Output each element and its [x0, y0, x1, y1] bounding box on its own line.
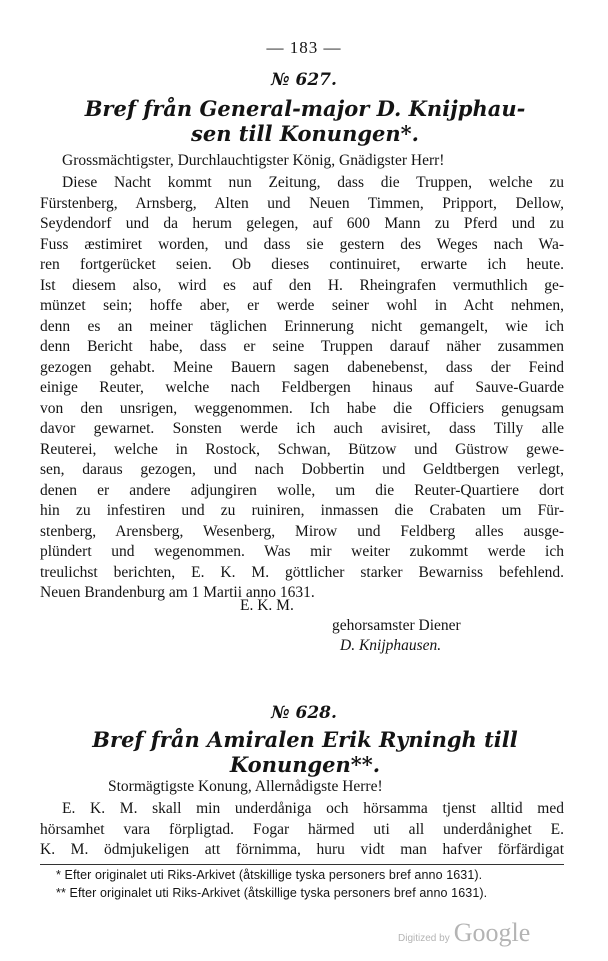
- footnote-1: * Efter originalet uti Riks-Arkivet (åtskillige tyska personers bref anno 1631).: [56, 868, 483, 882]
- text-line: Fuss æstimiret worden, und dass sie gestern des Weges nach Wa-: [40, 235, 564, 253]
- text-line: hörsamhet vara förpligtad. Fogar härmed uti all underdånighet E.: [40, 820, 564, 838]
- text-line: hin zu infestiren und zu ruiniren, inmassen die Crabaten um Für-: [40, 502, 564, 519]
- title-line: sen till Konungen*.: [191, 121, 419, 146]
- text-line: münzet sein; hoffe aber, er werde seiner wohl in Acht nehmen,: [40, 297, 564, 314]
- title-line: Konungen**.: [229, 752, 381, 777]
- letter-number-627: № 627.: [271, 70, 337, 90]
- letter-title-628: [40, 727, 570, 777]
- text-line: Reuterei, welche in Rostock, Schwan, Bützow und Güstrow gewe-: [40, 440, 564, 458]
- footnote-2: ** Efter originalet uti Riks-Arkivet (åtskillige tyska personers bref anno 1631).: [56, 886, 488, 900]
- text-line: Ist diesem also, wird es auf den H. Rheingrafen vermuthlich ge-: [40, 276, 564, 294]
- text-line: stenberg, Arensberg, Wesenberg, Mirow und Feldberg alles ausge-: [40, 522, 564, 540]
- closing-initials: E. K. M.: [240, 597, 294, 614]
- letter-number-628: № 628.: [271, 703, 337, 723]
- signature: D. Knijphausen.: [340, 637, 442, 654]
- page-number: — 183 —: [266, 38, 342, 57]
- text-line: Seydendorf und da herum gelegen, auf 600 Mann zu Pferd und zu: [40, 215, 564, 232]
- salutation-628: Stormägtigste Konung, Allernådigste Herre!: [108, 778, 383, 795]
- text-line: davor gewarnet. Sonsten werde ich auch avisiret, dass Tilly alle: [40, 420, 564, 437]
- text-line: sen, daraus gezogen, und nach Dobbertin und Geldtbergen verlegt,: [40, 461, 564, 478]
- footnote-divider: [40, 864, 564, 865]
- title-line: Bref från General-major D. Knijphau-: [84, 96, 526, 121]
- text-line: denn es an meiner täglichen Erinnerung nicht gemangelt, wie ich: [40, 317, 564, 335]
- text-line: Fürstenberg, Arnsberg, Alten und Neuen Timmen, Pripport, Dellow,: [40, 194, 564, 212]
- digitized-watermark: [398, 918, 530, 948]
- watermark-prefix: Digitized by: [398, 933, 450, 944]
- letter-body-627: [40, 173, 564, 604]
- text-line: K. M. ödmjukeligen att förnimma, huru vidt man hafver förfärdigat: [40, 841, 564, 858]
- salutation-627: Grossmächtigster, Durchlauchtigster König, Gnädigster Herr!: [62, 152, 445, 169]
- text-line: gezogen gehabt. Meine Bauern sagen dabenebenst, dass der Feind: [40, 358, 564, 376]
- letter-body-628: [40, 799, 564, 861]
- text-line: treulichst berichten, E. K. M. göttlicher starker Bewarniss befehlend.: [40, 563, 564, 581]
- text-line: Diese Nacht kommt nun Zeitung, dass die Truppen, welche zu: [62, 174, 564, 191]
- google-logo: Google: [453, 918, 531, 947]
- text-line: ren fortgerücket seien. Ob dieses continuiret, erwarte ich heute.: [40, 256, 564, 273]
- text-line: plündert und wegenommen. Was mir weiter zukommt werde ich: [40, 543, 564, 560]
- text-line: von den unsrigen, weggenommen. Ich habe die Officiers genugsam: [40, 399, 564, 417]
- text-line: einige Reuter, welche nach Feldbergen hinaus auf Sauve-Guarde: [40, 379, 564, 396]
- closing-phrase: gehorsamster Diener: [332, 617, 461, 634]
- text-line: denen er andere adjungiren wolle, um die Reuter-Quartiere dort: [40, 481, 564, 499]
- text-line: denn Bericht habe, dass er seine Truppen darauf näher zusammen: [40, 338, 564, 355]
- text-line: Neuen Brandenburg am 1 Martii anno 1631.: [40, 584, 315, 601]
- letter-title-627: [40, 96, 570, 146]
- title-line: Bref från Amiralen Erik Ryningh till: [92, 727, 518, 752]
- text-line: E. K. M. skall min underdåniga och hörsamma tjenst alltid med: [62, 800, 564, 817]
